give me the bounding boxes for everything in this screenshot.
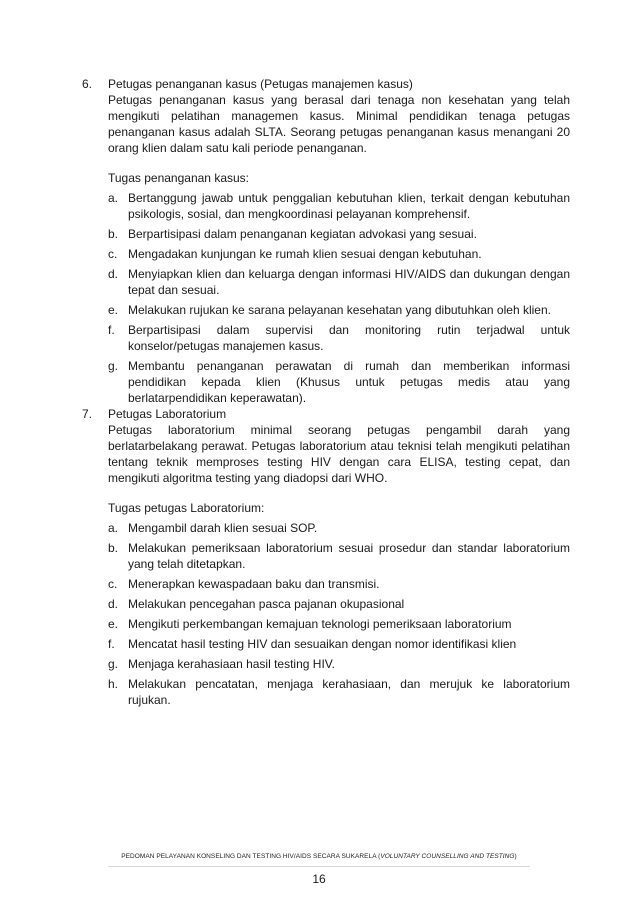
item-text: Bertanggung jawab untuk penggalian kebutuhan klien, terkait dengan kebutuhan psikologis, sosial, dan mengkoordinasi pelayanan komprehensif.	[128, 191, 570, 221]
item-letter: a.	[108, 191, 119, 205]
item-letter: e.	[108, 617, 119, 631]
item-letter: d.	[108, 267, 119, 281]
list-item	[108, 676, 570, 708]
item-letter: g.	[108, 657, 119, 671]
list-item	[108, 190, 570, 222]
section-7	[82, 406, 570, 712]
item-text: Berpartisipasi dalam supervisi dan monitoring rutin terjadwal untuk konselor/petugas manajemen kasus.	[128, 323, 570, 353]
list-item	[108, 576, 570, 592]
item-letter: f.	[108, 323, 115, 337]
list-item	[108, 246, 570, 262]
item-letter: c.	[108, 577, 118, 591]
item-text: Menerapkan kewaspadaan baku dan transmisi.	[128, 577, 380, 591]
item-letter: b.	[108, 227, 119, 241]
item-letter: e.	[108, 303, 119, 317]
item-text: Melakukan pencatatan, menjaga kerahasiaan, dan merujuk ke laboratorium rujukan.	[128, 677, 570, 707]
item-text: Berpartisipasi dalam penanganan kegiatan advokasi yang sesuai.	[128, 227, 477, 241]
item-text: Melakukan rujukan ke sarana pelayanan kesehatan yang dibutuhkan oleh klien.	[128, 303, 551, 317]
task-list	[108, 520, 570, 708]
item-letter: f.	[108, 637, 115, 651]
list-item	[108, 596, 570, 612]
section-description: Petugas laboratorium minimal seorang petugas pengambil darah yang berlatarbelakang perawat. Petugas laboratorium atau teknisi telah mengikuti pelatihan tentang teknik memproses testing HIV dengan cara ELISA, testing cepat, dan mengikuti algoritma testing yang diadopsi dari WHO.	[108, 423, 570, 485]
page-number: 16	[312, 872, 326, 886]
list-item	[108, 636, 570, 652]
list-item	[108, 358, 570, 406]
list-item	[108, 266, 570, 298]
section-number: 6.	[82, 77, 93, 91]
footer-text: PEDOMAN PELAYANAN KONSELING DAN TESTING HIV/AIDS SECARA SUKARELA (	[121, 853, 381, 860]
footer-divider	[108, 866, 530, 867]
list-item	[108, 656, 570, 672]
item-text: Melakukan pemeriksaan laboratorium sesuai prosedur dan standar laboratorium yang telah ditetapkan.	[128, 541, 570, 571]
item-text: Mengadakan kunjungan ke rumah klien sesuai dengan kebutuhan.	[128, 247, 482, 261]
item-letter: d.	[108, 597, 119, 611]
section-title: Petugas penanganan kasus (Petugas manajemen kasus)	[108, 77, 413, 91]
footer-text-end: )	[514, 853, 517, 860]
item-letter: a.	[108, 521, 119, 535]
section-description: Petugas penanganan kasus yang berasal dari tenaga non kesehatan yang telah mengikuti pelatihan managemen kasus. Minimal pendidikan tenaga petugas penanganan kasus adalah SLTA. Seorang petugas penanganan kasus menangani 20 orang klien dalam satu kali periode penanganan.	[108, 93, 570, 155]
list-item	[108, 322, 570, 354]
tasks-heading: Tugas petugas Laboratorium:	[108, 501, 265, 515]
list-item	[108, 540, 570, 572]
item-letter: g.	[108, 359, 119, 373]
list-item	[108, 302, 570, 318]
item-text: Mengambil darah klien sesuai SOP.	[128, 521, 318, 535]
item-text: Membantu penanganan perawatan di rumah dan memberikan informasi pendidikan kepada klien (Khusus untuk petugas medis atau yang berlatarpendidikan keperawatan).	[128, 359, 570, 405]
section-6	[82, 76, 570, 410]
item-text: Menjaga kerahasiaan hasil testing HIV.	[128, 657, 336, 671]
item-text: Mengikuti perkembangan kemajuan teknologi pemeriksaan laboratorium	[128, 617, 512, 631]
section-heading	[82, 406, 570, 422]
list-item	[108, 226, 570, 242]
item-letter: b.	[108, 541, 119, 555]
section-number: 7.	[82, 407, 93, 421]
item-text: Menyiapkan klien dan keluarga dengan informasi HIV/AIDS dan dukungan dengan tepat dan sesuai.	[128, 267, 570, 297]
list-item	[108, 520, 570, 536]
footer-italic-text: VOLUNTARY COUNSELLING AND TESTING	[380, 853, 515, 860]
section-title: Petugas Laboratorium	[108, 407, 227, 421]
item-text: Melakukan pencegahan pasca pajanan okupasional	[128, 597, 405, 611]
item-letter: h.	[108, 677, 119, 691]
item-letter: c.	[108, 247, 118, 261]
section-heading	[82, 76, 570, 92]
item-text: Mencatat hasil testing HIV dan sesuaikan dengan nomor identifikasi klien	[128, 637, 517, 651]
running-footer	[0, 853, 638, 860]
tasks-heading: Tugas penanganan kasus:	[108, 171, 249, 185]
task-list	[108, 190, 570, 406]
list-item	[108, 616, 570, 632]
